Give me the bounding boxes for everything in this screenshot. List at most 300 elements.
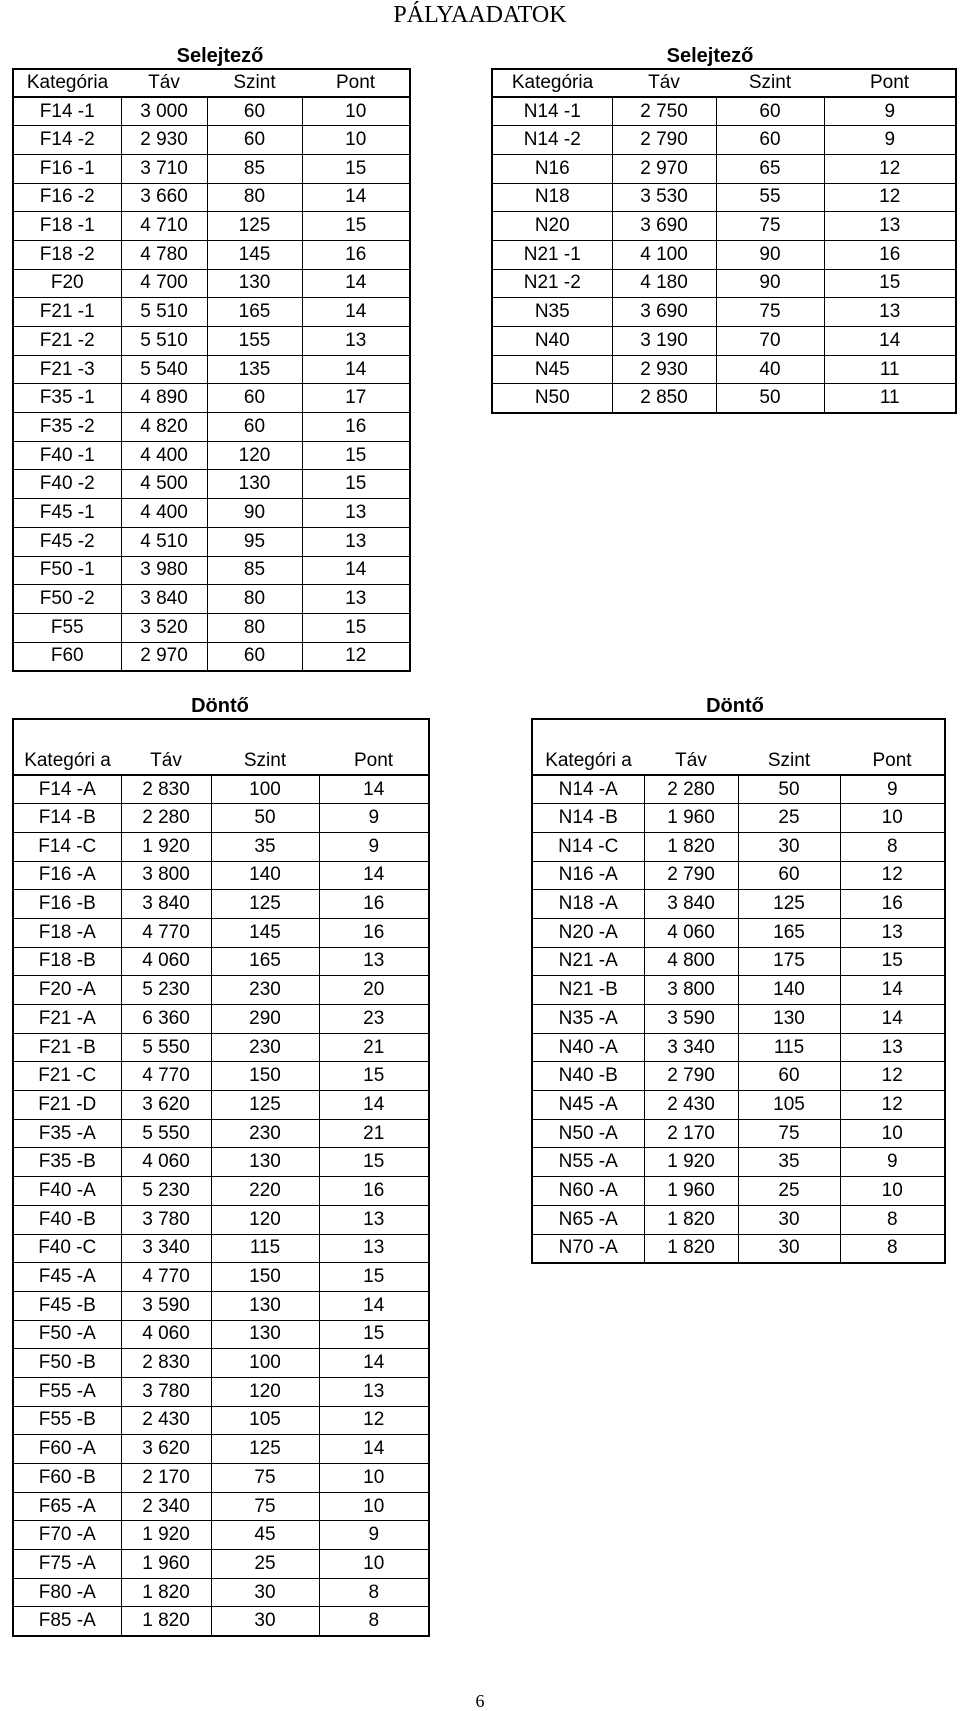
column-header: Kategória	[13, 69, 121, 97]
table-cell: 115	[738, 1033, 840, 1062]
table-cell: 2 280	[644, 775, 738, 804]
table-cell: 80	[207, 613, 302, 642]
table-cell: 3 840	[644, 890, 738, 919]
column-header: Pont	[302, 69, 410, 97]
table-cell: N14 -1	[492, 97, 612, 126]
table-row	[13, 1550, 429, 1579]
table-cell: 16	[840, 890, 945, 919]
table-cell: 6 360	[121, 1005, 211, 1034]
table-cell: 13	[302, 327, 410, 356]
table-cell: 13	[319, 1377, 429, 1406]
table-cell: 1 960	[644, 804, 738, 833]
table-row	[532, 861, 945, 890]
table-cell: 15	[319, 1263, 429, 1292]
table-cell: 14	[840, 976, 945, 1005]
table-row	[13, 355, 410, 384]
table-row	[13, 832, 429, 861]
table-cell: 175	[738, 947, 840, 976]
table-row	[13, 642, 410, 671]
table-cell: F85 -A	[13, 1607, 121, 1636]
table-cell: 20	[319, 976, 429, 1005]
table-cell: F21 -A	[13, 1005, 121, 1034]
table-cell: 4 060	[121, 947, 211, 976]
table-cell: F75 -A	[13, 1550, 121, 1579]
column-header: Szint	[716, 69, 824, 97]
table-cell: 9	[840, 775, 945, 804]
table-cell: 3 620	[121, 1091, 211, 1120]
table-cell: 5 540	[121, 355, 207, 384]
table-cell: 85	[207, 154, 302, 183]
table-cell: 2 970	[612, 154, 716, 183]
table-cell: 105	[738, 1091, 840, 1120]
table-cell: 5 550	[121, 1119, 211, 1148]
table-cell: 120	[211, 1377, 319, 1406]
table-cell: F16 -2	[13, 183, 121, 212]
table-cell: 14	[302, 298, 410, 327]
table-cell: 2 830	[121, 1349, 211, 1378]
table-cell: 80	[207, 183, 302, 212]
table-cell: F14 -2	[13, 126, 121, 155]
table-cell: 3 710	[121, 154, 207, 183]
table-cell: 2 750	[612, 97, 716, 126]
table-cell: 13	[824, 298, 956, 327]
column-header: Táv	[121, 719, 211, 775]
table-cell: 4 510	[121, 527, 207, 556]
column-header: Pont	[319, 719, 429, 775]
table-cell: F55 -B	[13, 1406, 121, 1435]
table-row	[13, 240, 410, 269]
table-cell: 15	[319, 1148, 429, 1177]
table-cell: F50 -A	[13, 1320, 121, 1349]
table-cell: F40 -2	[13, 470, 121, 499]
table-cell: N40 -B	[532, 1062, 644, 1091]
table-row	[492, 327, 956, 356]
table-cell: 3 340	[121, 1234, 211, 1263]
table-row	[532, 947, 945, 976]
table-cell: 3 980	[121, 556, 207, 585]
table-row	[13, 861, 429, 890]
table-cell: 10	[302, 126, 410, 155]
table-cell: N14 -A	[532, 775, 644, 804]
table-cell: F14 -1	[13, 97, 121, 126]
table-header-row	[13, 719, 429, 775]
table-row	[13, 613, 410, 642]
table-cell: F21 -D	[13, 1091, 121, 1120]
table-cell: F21 -1	[13, 298, 121, 327]
table-cell: 13	[319, 1205, 429, 1234]
table-cell: 1 820	[121, 1607, 211, 1636]
table-row	[13, 126, 410, 155]
table-cell: 3 000	[121, 97, 207, 126]
table-cell: 12	[840, 1062, 945, 1091]
table-cell: 9	[319, 832, 429, 861]
donto-left-title: Döntő	[191, 695, 249, 717]
table-cell: 50	[738, 775, 840, 804]
table-row	[532, 804, 945, 833]
table-cell: 2 830	[121, 775, 211, 804]
column-header: Kategória	[492, 69, 612, 97]
table-cell: 290	[211, 1005, 319, 1034]
table-cell: 21	[319, 1033, 429, 1062]
table-cell: 1 820	[644, 832, 738, 861]
table-cell: F18 -B	[13, 947, 121, 976]
table-cell: 3 840	[121, 890, 211, 919]
table-cell: 60	[716, 97, 824, 126]
table-cell: 1 920	[121, 1521, 211, 1550]
table-row	[532, 1005, 945, 1034]
table-cell: 9	[319, 1521, 429, 1550]
table-row	[13, 1263, 429, 1292]
table-row	[532, 1148, 945, 1177]
table-cell: 1 920	[121, 832, 211, 861]
table-cell: 2 430	[644, 1091, 738, 1120]
table-cell: F20 -A	[13, 976, 121, 1005]
table-cell: F18 -2	[13, 240, 121, 269]
table-cell: F35 -B	[13, 1148, 121, 1177]
table-cell: F14 -A	[13, 775, 121, 804]
table-cell: 3 840	[121, 585, 207, 614]
table-cell: N60 -A	[532, 1177, 644, 1206]
table-cell: 60	[207, 97, 302, 126]
table-cell: 65	[716, 154, 824, 183]
table-cell: N35 -A	[532, 1005, 644, 1034]
table-cell: 10	[840, 1177, 945, 1206]
table-row	[532, 890, 945, 919]
table-cell: 45	[211, 1521, 319, 1550]
table-row	[532, 918, 945, 947]
table-cell: 125	[211, 1091, 319, 1120]
table-cell: 5 510	[121, 298, 207, 327]
table-row	[13, 1464, 429, 1493]
table-cell: 16	[319, 1177, 429, 1206]
table-cell: F55 -A	[13, 1377, 121, 1406]
table-cell: 9	[824, 97, 956, 126]
table-cell: 14	[319, 1291, 429, 1320]
table-cell: 13	[302, 585, 410, 614]
table-cell: 4 180	[612, 269, 716, 298]
table-cell: F14 -B	[13, 804, 121, 833]
table-cell: 9	[319, 804, 429, 833]
table-cell: 9	[824, 126, 956, 155]
table-cell: 4 770	[121, 1263, 211, 1292]
table-row	[13, 499, 410, 528]
table-cell: 75	[211, 1464, 319, 1493]
table-row	[13, 154, 410, 183]
table-cell: 14	[302, 556, 410, 585]
table-row	[13, 1291, 429, 1320]
table-row	[532, 1033, 945, 1062]
table-cell: 25	[738, 804, 840, 833]
table-cell: F70 -A	[13, 1521, 121, 1550]
table-cell: F45 -A	[13, 1263, 121, 1292]
table-row	[492, 212, 956, 241]
table-cell: F80 -A	[13, 1578, 121, 1607]
table-row	[13, 918, 429, 947]
table-row	[13, 1005, 429, 1034]
table-cell: 140	[738, 976, 840, 1005]
table-cell: 8	[840, 832, 945, 861]
table-cell: 4 400	[121, 499, 207, 528]
table-cell: 120	[211, 1205, 319, 1234]
column-header: Pont	[824, 69, 956, 97]
table-cell: 4 700	[121, 269, 207, 298]
table-cell: N45	[492, 355, 612, 384]
table-cell: 4 770	[121, 918, 211, 947]
table-cell: 2 790	[644, 1062, 738, 1091]
column-header: Kategóri a	[13, 719, 121, 775]
table-cell: 3 800	[121, 861, 211, 890]
table-cell: 14	[319, 1091, 429, 1120]
table-cell: 13	[824, 212, 956, 241]
table-cell: 115	[211, 1234, 319, 1263]
table-cell: 75	[716, 212, 824, 241]
table-cell: N50 -A	[532, 1119, 644, 1148]
table-row	[532, 976, 945, 1005]
table-cell: F50 -2	[13, 585, 121, 614]
table-cell: 15	[302, 441, 410, 470]
table-cell: 3 780	[121, 1205, 211, 1234]
table-cell: F50 -1	[13, 556, 121, 585]
table-cell: 14	[319, 775, 429, 804]
table-cell: 12	[840, 861, 945, 890]
table-cell: F21 -B	[13, 1033, 121, 1062]
table-row	[532, 1234, 945, 1263]
table-cell: N14 -B	[532, 804, 644, 833]
table-cell: 2 280	[121, 804, 211, 833]
table-cell: 4 060	[644, 918, 738, 947]
table-cell: 3 690	[612, 298, 716, 327]
table-row	[13, 1320, 429, 1349]
table-row	[13, 327, 410, 356]
donto-right-title: Döntő	[706, 695, 764, 717]
table-cell: F45 -1	[13, 499, 121, 528]
table-cell: 14	[319, 1349, 429, 1378]
table-cell: 12	[302, 642, 410, 671]
table-cell: F45 -2	[13, 527, 121, 556]
table-cell: N40 -A	[532, 1033, 644, 1062]
table-cell: 4 820	[121, 413, 207, 442]
column-header: Táv	[644, 719, 738, 775]
table-cell: F20	[13, 269, 121, 298]
column-header: Szint	[211, 719, 319, 775]
table-cell: 15	[302, 613, 410, 642]
table-cell: 55	[716, 183, 824, 212]
table-row	[492, 298, 956, 327]
table-cell: 8	[319, 1607, 429, 1636]
table-cell: 17	[302, 384, 410, 413]
table-cell: N16 -A	[532, 861, 644, 890]
table-row	[13, 1119, 429, 1148]
table-cell: 21	[319, 1119, 429, 1148]
table-row	[13, 1091, 429, 1120]
table-cell: 50	[211, 804, 319, 833]
table-cell: N16	[492, 154, 612, 183]
table-cell: F16 -1	[13, 154, 121, 183]
table-cell: 130	[207, 269, 302, 298]
table-cell: 60	[207, 413, 302, 442]
table-cell: 10	[302, 97, 410, 126]
table-cell: 150	[211, 1263, 319, 1292]
table-cell: 3 190	[612, 327, 716, 356]
table-cell: 60	[207, 384, 302, 413]
table-row	[492, 384, 956, 413]
table-cell: 130	[211, 1291, 319, 1320]
column-header: Szint	[738, 719, 840, 775]
table-row	[492, 154, 956, 183]
table-cell: 100	[211, 775, 319, 804]
table-row	[13, 212, 410, 241]
table-row	[13, 1033, 429, 1062]
table-cell: F60 -B	[13, 1464, 121, 1493]
table-row	[13, 947, 429, 976]
table-cell: 30	[738, 832, 840, 861]
table-cell: 8	[319, 1578, 429, 1607]
table-cell: 13	[319, 947, 429, 976]
table-cell: 15	[824, 269, 956, 298]
table-cell: 1 960	[644, 1177, 738, 1206]
table-cell: 40	[716, 355, 824, 384]
table-cell: 90	[716, 240, 824, 269]
table-cell: 25	[211, 1550, 319, 1579]
table-row	[13, 804, 429, 833]
table-cell: F18 -A	[13, 918, 121, 947]
table-cell: 35	[211, 832, 319, 861]
table-row	[492, 183, 956, 212]
table-cell: F40 -B	[13, 1205, 121, 1234]
table-row	[13, 413, 410, 442]
table-cell: N21 -A	[532, 947, 644, 976]
table-cell: 140	[211, 861, 319, 890]
table-cell: 5 550	[121, 1033, 211, 1062]
table-cell: 5 230	[121, 1177, 211, 1206]
table-row	[13, 1148, 429, 1177]
table-cell: 105	[211, 1406, 319, 1435]
table-cell: 4 060	[121, 1148, 211, 1177]
selejtezo-right-table	[491, 68, 957, 414]
table-cell: 1 820	[121, 1578, 211, 1607]
table-cell: 2 790	[644, 861, 738, 890]
table-cell: 100	[211, 1349, 319, 1378]
table-cell: 10	[319, 1492, 429, 1521]
table-row	[13, 97, 410, 126]
table-cell: 16	[824, 240, 956, 269]
table-row	[13, 1234, 429, 1263]
table-row	[532, 1177, 945, 1206]
table-cell: 10	[840, 1119, 945, 1148]
table-header-row	[13, 69, 410, 97]
table-cell: 135	[207, 355, 302, 384]
table-cell: 16	[319, 918, 429, 947]
table-row	[13, 1435, 429, 1464]
table-cell: 50	[716, 384, 824, 413]
table-cell: 15	[319, 1062, 429, 1091]
table-cell: 2 430	[121, 1406, 211, 1435]
table-cell: 95	[207, 527, 302, 556]
table-cell: 3 340	[644, 1033, 738, 1062]
table-header-row	[492, 69, 956, 97]
table-cell: 3 800	[644, 976, 738, 1005]
table-cell: N18	[492, 183, 612, 212]
table-cell: 13	[840, 918, 945, 947]
table-cell: 60	[207, 126, 302, 155]
table-cell: F50 -B	[13, 1349, 121, 1378]
table-cell: F65 -A	[13, 1492, 121, 1521]
table-cell: N14 -C	[532, 832, 644, 861]
table-cell: N50	[492, 384, 612, 413]
table-cell: 90	[716, 269, 824, 298]
table-cell: 16	[302, 240, 410, 269]
table-cell: 4 060	[121, 1320, 211, 1349]
table-cell: 2 790	[612, 126, 716, 155]
table-cell: 25	[738, 1177, 840, 1206]
table-cell: N45 -A	[532, 1091, 644, 1120]
table-cell: F40 -C	[13, 1234, 121, 1263]
table-cell: 23	[319, 1005, 429, 1034]
table-cell: N20 -A	[532, 918, 644, 947]
table-cell: 10	[840, 804, 945, 833]
table-cell: N20	[492, 212, 612, 241]
table-cell: 1 820	[644, 1205, 738, 1234]
table-row	[492, 126, 956, 155]
table-cell: 130	[738, 1005, 840, 1034]
table-cell: 30	[211, 1578, 319, 1607]
table-cell: 14	[824, 327, 956, 356]
table-row	[13, 269, 410, 298]
table-cell: 2 340	[121, 1492, 211, 1521]
table-cell: 1 960	[121, 1550, 211, 1579]
table-cell: 3 530	[612, 183, 716, 212]
table-cell: 2 970	[121, 642, 207, 671]
table-row	[13, 1521, 429, 1550]
column-header: Kategóri a	[532, 719, 644, 775]
selejtezo-left-title: Selejtező	[176, 45, 264, 67]
table-row	[13, 1607, 429, 1636]
table-row	[13, 1578, 429, 1607]
table-cell: F60	[13, 642, 121, 671]
table-cell: 165	[738, 918, 840, 947]
table-row	[532, 1205, 945, 1234]
table-cell: 11	[824, 384, 956, 413]
table-cell: 155	[207, 327, 302, 356]
table-row	[13, 775, 429, 804]
table-row	[13, 441, 410, 470]
table-cell: 14	[840, 1005, 945, 1034]
table-cell: 3 590	[644, 1005, 738, 1034]
table-cell: 75	[716, 298, 824, 327]
table-cell: 15	[302, 154, 410, 183]
table-cell: F35 -2	[13, 413, 121, 442]
table-cell: 3 520	[121, 613, 207, 642]
table-cell: 125	[207, 212, 302, 241]
table-row	[13, 527, 410, 556]
table-cell: 80	[207, 585, 302, 614]
table-cell: 230	[211, 1119, 319, 1148]
table-row	[492, 269, 956, 298]
table-cell: 165	[207, 298, 302, 327]
table-cell: N65 -A	[532, 1205, 644, 1234]
table-cell: 4 800	[644, 947, 738, 976]
table-cell: F40 -A	[13, 1177, 121, 1206]
table-row	[13, 976, 429, 1005]
table-cell: F35 -A	[13, 1119, 121, 1148]
table-cell: 9	[840, 1148, 945, 1177]
table-row	[492, 355, 956, 384]
table-cell: 13	[319, 1234, 429, 1263]
table-row	[13, 1205, 429, 1234]
table-cell: 3 690	[612, 212, 716, 241]
donto-left-table	[12, 718, 430, 1637]
table-cell: 3 780	[121, 1377, 211, 1406]
